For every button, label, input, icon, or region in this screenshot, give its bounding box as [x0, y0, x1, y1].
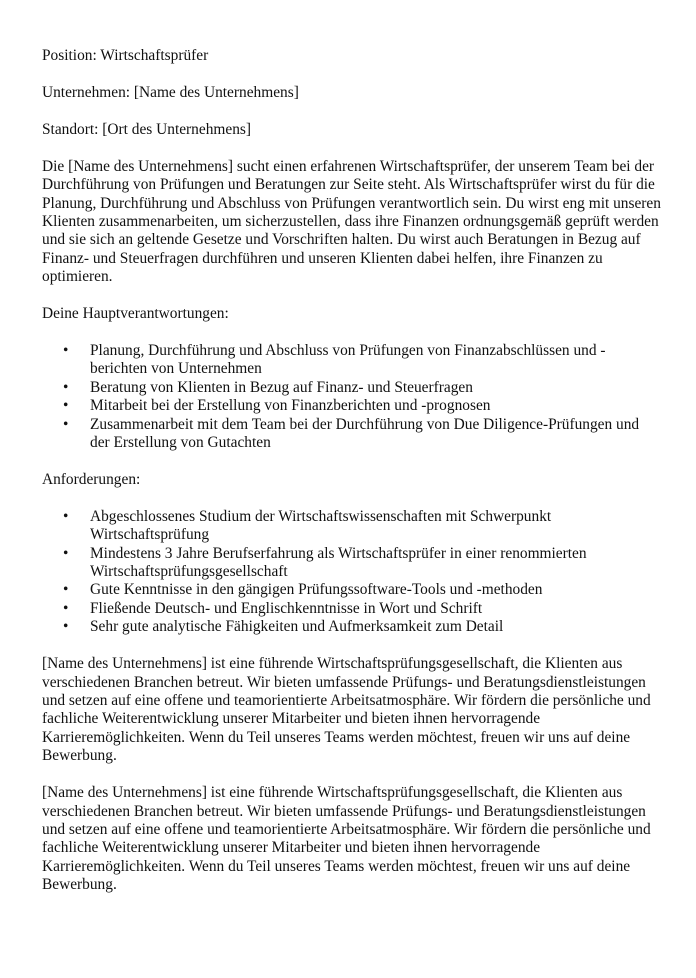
list-item-text: Planung, Durchführung und Abschluss von Prüfungen von Finanzabschlüssen und -berichten von Unternehmen	[90, 341, 606, 378]
closing-paragraph-1: [Name des Unternehmens] ist eine führende Wirtschaftsprüfungsgesellschaft, die Klienten aus verschiedenen Branchen betreut. Wir bieten umfassende Prüfungs- und Beratungsdienstleistungen und setzen auf eine offene und teamorientierte Arbeitsatmosphäre. Wir fördern die persönliche und fachliche Weiterentwicklung unserer Mitarbeiter und bieten ihnen hervorragende Karrieremöglichkeiten. Wenn du Teil unseres Teams werden möchtest, freuen wir uns auf deine Bewerbung.	[42, 655, 651, 765]
intro-paragraph: Die [Name des Unternehmens] sucht einen erfahrenen Wirtschaftsprüfer, der unserem Team bei der Durchführung von Prüfungen und Beratungen zur Seite steht. Als Wirtschaftsprüfer wirst du für die Planung, Durchführung und Abschluss von Prüfungen verantwortlich sein. Du wirst eng mit unseren Klienten zusammenarbeiten, um sicherzustellen, dass ihre Finanzen ordnungsgemäß geprüft werden und sie sich an geltende Gesetze und Vorschriften halten. Du wirst auch Beratungen in Bezug auf Finanz- und Steuerfragen durchführen und unseren Klienten dabei helfen, ihre Finanzen zu optimieren.	[42, 157, 661, 286]
requirements-list	[42, 508, 662, 637]
list-item	[42, 397, 662, 415]
list-item-text: Zusammenarbeit mit dem Team bei der Durchführung von Due Diligence-Prüfungen und der Erstellung von Gutachten	[90, 415, 640, 451]
bullet-icon: •	[63, 378, 69, 396]
list-item-text: Gute Kenntnisse in den gängigen Prüfungssoftware-Tools und -methoden	[90, 581, 543, 599]
responsibilities-heading: Deine Hauptverantwortungen:	[42, 305, 229, 323]
list-item-text: Abgeschlossenes Studium der Wirtschaftswissenschaften mit Schwerpunkt Wirtschaftsprüfung	[90, 507, 552, 544]
closing-paragraph-2: [Name des Unternehmens] ist eine führende Wirtschaftsprüfungsgesellschaft, die Klienten aus verschiedenen Branchen betreut. Wir bieten umfassende Prüfungs- und Beratungsdienstleistungen und setzen auf eine offene und teamorientierte Arbeitsatmosphäre. Wir fördern die persönliche und fachliche Weiterentwicklung unserer Mitarbeiter und bieten ihnen hervorragende Karrieremöglichkeiten. Wenn du Teil unseres Teams werden möchtest, freuen wir uns auf deine Bewerbung.	[42, 784, 651, 894]
company-line: Unternehmen: [Name des Unternehmens]	[42, 83, 299, 101]
list-item	[42, 545, 662, 582]
list-item	[42, 508, 662, 545]
list-item	[42, 618, 662, 636]
bullet-icon: •	[63, 397, 69, 415]
list-item-text: Mindestens 3 Jahre Berufserfahrung als Wirtschaftsprüfer in einer renommierten Wirtschaftsprüfungsgesellschaft	[90, 544, 587, 581]
bullet-icon: •	[63, 415, 69, 433]
list-item-text: Fließende Deutsch- und Englischkenntnisse in Wort und Schrift	[90, 599, 483, 617]
bullet-icon: •	[63, 599, 69, 617]
list-item	[42, 342, 662, 379]
bullet-icon: •	[63, 507, 69, 525]
list-item-text: Sehr gute analytische Fähigkeiten und Aufmerksamkeit zum Detail	[90, 618, 504, 636]
list-item	[42, 581, 662, 599]
location-line: Standort: [Ort des Unternehmens]	[42, 120, 252, 138]
position-line: Position: Wirtschaftsprüfer	[42, 47, 209, 64]
document-page	[42, 47, 662, 895]
list-item	[42, 416, 662, 453]
responsibilities-list	[42, 342, 662, 452]
list-item	[42, 600, 662, 618]
list-item	[42, 379, 662, 397]
bullet-icon: •	[63, 341, 69, 359]
list-item-text: Mitarbeit bei der Erstellung von Finanzberichten und -prognosen	[90, 397, 491, 415]
requirements-heading: Anforderungen:	[42, 470, 141, 488]
bullet-icon: •	[63, 618, 69, 636]
bullet-icon: •	[63, 544, 69, 562]
list-item-text: Beratung von Klienten in Bezug auf Finanz- und Steuerfragen	[90, 378, 473, 396]
bullet-icon: •	[63, 581, 69, 599]
